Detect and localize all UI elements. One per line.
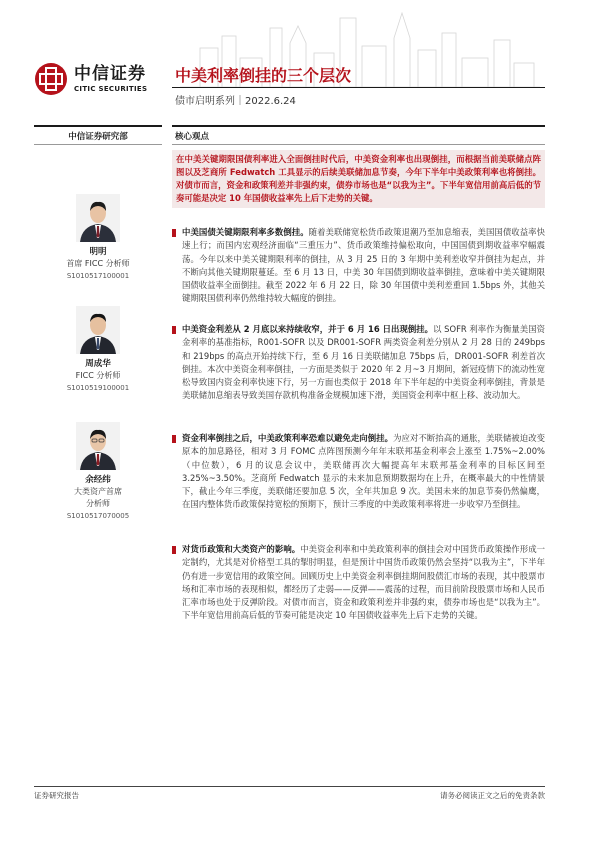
paragraph-lead: 中美资金利差从 2 月底以来持续收窄，并于 6 月 16 日出现倒挂。 [182,324,434,334]
analyst-card [34,194,162,282]
bullet-marker-icon [172,326,176,334]
body-paragraph [172,432,545,512]
analyst-cert: S1010517070005 [66,512,130,520]
sidebar-section-title: 中信证券研究部 [68,132,128,142]
logo-chinese-text: 中信证券 [74,64,146,84]
paragraph-lead: 对货币政策和大类资产的影响。 [182,544,301,554]
body-paragraph [172,323,545,403]
citic-logo [34,62,147,96]
core-summary: 在中美关键期限国债利率进入全面倒挂时代后，中美资金利率也出现倒挂，而根据当前美联储点阵图以及芝商所 Fedwatch 工具显示的后续美联储加息节奏，今年下半年中美政策利率也将倒挂。对债市而言，资金和政策利差并非强约束，债券市场也是“以我为主”。下半年宽信用前高后低的节奏可能是决定 10 年国债收益率先上后下走势的关键。 [172,150,545,208]
paragraph-body: 为应对不断抬高的通胀，美联储被迫改变原本的加息路径，相对 3 月 FOMC 点阵图预测今年年末联邦基金利率会上涨至 1.75%~2.00%（中位数），6 月的议息会议中，美联储再次大幅提高年末联邦基金利率的目标区间至 3.25%~3.50%。芝商所 Fedwatch 显示的未来加息预期数据均在上升，在概率最大的中性情景下，截止今年三季度，美联储还要加息 5 次，全年共加息 9 次。美国未来的加息节奏仍然偏鹰，在国内整体货币政策保持宽松的预期下，预计三季度的中美政策利率将进一步收窄乃至倒挂。 [182,433,546,510]
bullet-marker-icon [172,546,176,554]
analyst-photo-icon [76,306,120,354]
main-sub-rule [172,144,545,145]
analyst-cert: S1010517100001 [66,272,130,280]
report-subtitle: 债市启明系列｜2022.6.24 [175,96,296,107]
main-section-title: 核心观点 [175,132,210,142]
title-divider [172,87,545,88]
paragraph-lead: 中美国债关键期限利率多数倒挂。 [182,227,309,237]
analyst-role: 大类资产首席 [74,487,122,496]
analyst-card [34,422,162,522]
sidebar-sub-rule [34,144,162,145]
analyst-photo-icon [76,422,120,470]
body-paragraph [172,226,545,306]
paragraph-lead: 资金利率倒挂之后，中美政策利率恐难以避免走向倒挂。 [182,433,394,443]
analyst-role: 首席 FICC 分析师 [66,259,130,268]
bullet-marker-icon [172,435,176,443]
paragraph-body: 中美资金利率和中美政策利率的倒挂会对中国货币政策操作形成一定制约，尤其是对价格型工具的掣肘明显，但是预计中国货币政策仍然会坚持“以我为主”，下半年仍有进一步宽信用的政策空间。回顾历史上中美资金利率倒挂期间股债汇市场的表现，其中股票市场和汇率市场的表现相似，都经历了走弱——反弹——震荡的过程，而目前阶段股票市场和人民币汇率市场也处于反弹阶段。对债市而言，资金和政策利差并非强约束，债券市场也是“以我为主”。下半年宽信用前高后低的节奏可能是决定 10 年国债收益率先上后下走势的关键。 [182,544,546,621]
sidebar-top-rule [34,125,162,127]
analyst-photo-icon [76,194,120,242]
citic-logo-mark-icon [34,62,68,96]
footer-divider [34,786,545,787]
main-top-rule [172,125,545,127]
analyst-name: 余经纬 [85,475,111,485]
analyst-name: 明明 [89,247,107,257]
analyst-cert: S1010519100001 [66,384,130,392]
paragraph-body: 随着美联储宽松货币政策退潮乃至加息缩表，美国国债收益率快速上行；而国内宏观经济面临“三重压力”、货币政策维持偏松取向，中国国债到期收益率窄幅震荡。今年以来中美关键期限利率的倒挂，从 3 月 25 日的 3 年期中美利差收窄并倒挂为起点，并不断向其他关键期限蔓延。至 6 月 13 日，中美 30 年国债到期收益率倒挂，意味着中美关键期限国债收益率全面倒挂。截至 2022 年 6 月 22 日，除 30 年国债中美利差重回 1.5bps 外，其他关键期限国债利率仍然维持较大幅度的倒挂。 [182,227,546,304]
logo-english-text: CITIC SECURITIES [74,85,148,93]
analyst-role: FICC 分析师 [75,371,121,380]
report-title: 中美利率倒挂的三个层次 [175,66,352,85]
footer-disclaimer: 请务必阅读正文之后的免责条款 [440,791,545,800]
footer-report-type: 证券研究报告 [34,791,79,800]
paragraph-body: 以 SOFR 利率作为衡量美国资金利率的基准指标，R001-SOFR 以及 DR001-SOFR 两类资金利差分别从 2 月 28 日的 249bps 和 219bps 的高点开始持续下行，至 6 月 16 日美联储加息 75bps 后，DR001-SOFR 利差首次倒挂。本次中美资金利率倒挂，一方面是类似于 2020 年 2 月~3 月期间，新冠疫情下的流动性宽松导致国内资金利率快速下行，另一方面也类似于 2018 年下半年起的中美资金利率倒挂，背景是美联储加息缩表导致美国存款机构准备金规模加速下滑，美国资金利率中枢上移、波动加大。 [182,324,545,401]
analyst-card [34,306,162,394]
analyst-name: 周成华 [85,359,111,369]
bullet-marker-icon [172,229,176,237]
body-paragraph [172,543,545,623]
analyst-role: 分析师 [86,499,110,508]
